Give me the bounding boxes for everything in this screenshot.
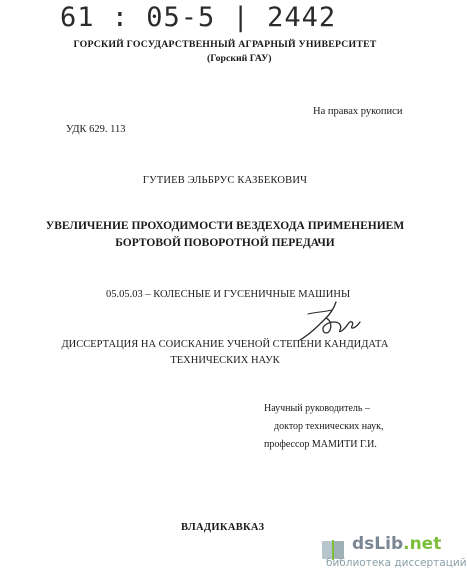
city-name: ВЛАДИКАВКАЗ [181,522,265,533]
watermark-brand [352,534,441,554]
watermark-brand-domain: .net [403,534,442,554]
watermark-brand-main: dsLib [352,534,404,554]
university-short-name: (Горский ГАУ) [207,53,272,64]
supervisor-name: профессор МАМИТИ Г.И. [264,439,377,450]
manuscript-rights-note: На правах рукописи [313,106,403,117]
udk-code: УДК 629. 113 [66,124,126,135]
supervisor-degree: доктор технических наук, [274,421,384,432]
degree-line-2: ТЕХНИЧЕСКИХ НАУК [170,355,280,366]
author-name: ГУТИЕВ ЭЛЬБРУС КАЗБЕКОВИЧ [142,175,308,186]
dissertation-title-line-1: УВЕЛИЧЕНИЕ ПРОХОДИМОСТИ ВЕЗДЕХОДА ПРИМЕНЕНИЕМ [45,220,405,232]
dissertation-title-line-2: БОРТОВОЙ ПОВОРОТНОЙ ПЕРЕДАЧИ [115,237,335,249]
archive-number-handwritten: 61 : 05-5 | 2442 [60,2,337,33]
degree-line-1: ДИССЕРТАЦИЯ НА СОИСКАНИЕ УЧЕНОЙ СТЕПЕНИ КАНДИДАТА [61,339,389,350]
watermark-subtitle: библиотека диссертаций [326,557,467,569]
specialty-code: 05.05.03 – КОЛЕСНЫЕ И ГУСЕНИЧНЫЕ МАШИНЫ [106,289,351,300]
supervisor-label: Научный руководитель – [264,403,370,414]
university-name: ГОРСКИЙ ГОСУДАРСТВЕННЫЙ АГРАРНЫЙ УНИВЕРСИТЕТ [73,39,377,50]
